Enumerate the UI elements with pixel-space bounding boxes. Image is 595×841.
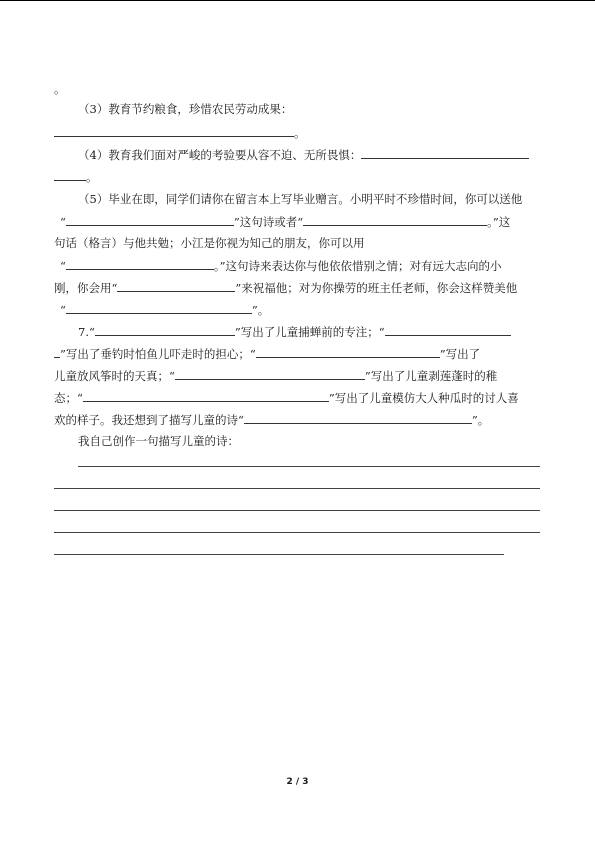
item-5-line-3: 句话（格言）与他共勉；小江是你视为知己的朋友，你可以用 (54, 236, 365, 250)
page-number: 2 / 3 (286, 777, 309, 787)
answer-blank[interactable] (54, 125, 294, 137)
answer-blank[interactable] (66, 258, 214, 270)
answer-blank[interactable] (66, 302, 252, 314)
writing-line[interactable] (78, 466, 540, 467)
writing-line[interactable] (54, 488, 540, 489)
answer-blank[interactable] (244, 412, 472, 424)
own-poem-prompt: 我自己创作一句描写儿童的诗： (78, 434, 239, 448)
text: 刚，你会用“ (54, 281, 118, 295)
question-7-line-1 (78, 324, 511, 339)
answer-blank[interactable] (83, 390, 329, 402)
text: 7.“ (78, 325, 95, 339)
answer-blank[interactable] (54, 169, 86, 181)
text: 。 (294, 126, 306, 140)
item-4-text (78, 147, 529, 162)
text: ”来祝福他；对为你操劳的班主任老师，你会这样赞美他 (235, 281, 518, 295)
text: ”写出了垂钓时怕鱼儿吓走时的担心；“ (60, 347, 256, 361)
text: ”这句诗或者“ (233, 215, 304, 229)
item-5-line-6 (60, 302, 269, 317)
writing-line[interactable] (54, 510, 540, 511)
answer-blank[interactable] (95, 324, 235, 336)
answer-blank[interactable] (385, 324, 511, 336)
text: 态；“ (54, 391, 83, 405)
answer-blank[interactable] (256, 346, 440, 358)
text-line: 。 (54, 82, 66, 96)
writing-line[interactable] (54, 554, 504, 555)
text: 。”这句诗来表达你与他依依惜别之情；对有远大志向的小 (213, 259, 502, 273)
top-border (0, 0, 595, 1)
text: ”。 (251, 303, 270, 317)
text: 儿童放风筝时的天真；“ (54, 369, 175, 383)
text: “ (60, 303, 66, 317)
item-5-line-5 (54, 280, 517, 295)
text: （4）教育我们面对严峻的考验要从容不迫、无所畏惧： (78, 148, 362, 162)
answer-blank[interactable] (303, 214, 487, 226)
text: 欢的样子。我还想到了描写儿童的诗“ (54, 413, 244, 427)
writing-line[interactable] (54, 532, 540, 533)
text: ”写出了 (439, 347, 481, 361)
item-3-text: （3）教育节约粮食，珍惜农民劳动成果： (78, 102, 293, 116)
item-5-text: （5）毕业在即，同学们请你在留言本上写毕业赠言。小明平时不珍惜时间，你可以送他 (78, 192, 523, 206)
answer-blank[interactable] (361, 147, 529, 159)
question-7-line-4 (54, 390, 519, 405)
question-7-line-3 (54, 368, 497, 383)
item-3-answer-line (54, 125, 306, 140)
text: ”写出了儿童剥莲蓬时的稚 (364, 369, 498, 383)
question-7-line-5 (54, 412, 489, 427)
text: ”写出了儿童模仿大人种瓜时的讨人喜 (328, 391, 519, 405)
text: ”。 (471, 413, 490, 427)
text: “ (60, 215, 66, 229)
item-5-line-4 (60, 258, 502, 273)
text: ”写出了儿童捕蝉前的专注；“ (234, 325, 385, 339)
answer-blank[interactable] (117, 280, 235, 292)
item-4-answer-line (54, 169, 98, 184)
answer-blank[interactable] (175, 368, 365, 380)
question-7-line-2 (54, 346, 480, 361)
answer-blank[interactable] (66, 214, 234, 226)
text: “ (60, 259, 66, 273)
text: 。”这 (487, 215, 511, 229)
item-5-line-2 (60, 214, 510, 229)
text: 。 (86, 170, 98, 184)
